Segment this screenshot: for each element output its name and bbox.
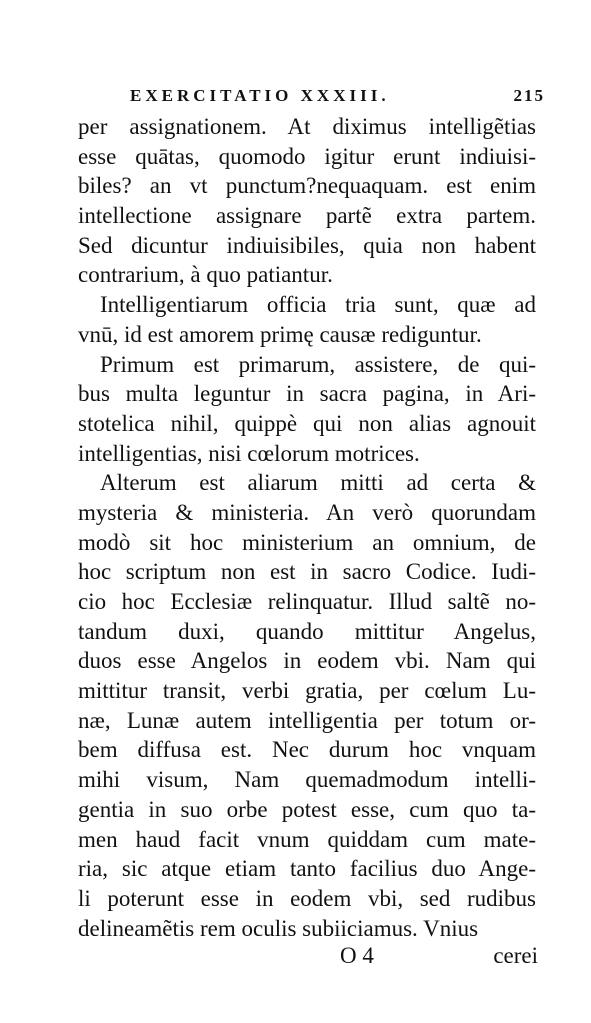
running-head	[130, 86, 545, 106]
text-line: ria, sic atque etiam tanto facilius duo Ange-	[78, 856, 536, 882]
text-line: delineamẽtis rem oculis subiiciamus. Vnius	[78, 915, 479, 941]
text-line: per assignationem. At diximus intelligẽtias	[78, 114, 536, 139]
paragraph	[78, 350, 536, 469]
paragraph	[78, 290, 536, 349]
text-line: bem diffusa est. Nec durum hoc vnquam	[78, 737, 536, 763]
text-line: mihi visum, Nam quemadmodum intelli-	[78, 767, 536, 793]
text-line: gentia in suo orbe potest esse, cum quo ta-	[78, 796, 536, 822]
text-line: bus multa leguntur in sacra pagina, in Ari-	[78, 381, 536, 407]
text-line: mittitur transit, verbi gratia, per cœlum Lu-	[78, 678, 536, 704]
page-number: 215	[513, 86, 545, 105]
paragraph	[78, 468, 536, 943]
text-line: Intelligentiarum officia tria sunt, quæ ad	[100, 292, 536, 318]
text-line: men haud facit vnum quiddam cum mate-	[78, 826, 536, 852]
signature-mark: O 4	[340, 943, 374, 968]
body-text	[78, 112, 536, 943]
text-line: cio hoc Ecclesiæ relinquatur. Illud saltẽ no-	[78, 589, 536, 614]
text-line: li poterunt esse in eodem vbi, sed rudibus	[78, 885, 536, 911]
text-line: intelligentias, nisi cœlorum motrices.	[78, 440, 420, 466]
text-line: esse quātas, quomodo igitur erunt indiuisi-	[78, 143, 536, 169]
paragraph	[78, 112, 536, 290]
text-line: mysteria & ministeria. An verò quorundam	[78, 499, 536, 525]
catchword: cerei	[493, 943, 538, 968]
text-line: biles? an vt punctum?nequaquam. est enim	[78, 173, 536, 199]
text-line: stotelica nihil, quippè qui non alias agnouit	[78, 410, 536, 436]
text-line: Primum est primarum, assistere, de qui-	[100, 351, 536, 377]
text-line: intellectione assignare partẽ extra partem.	[78, 203, 536, 229]
text-line: hoc scriptum non est in sacro Codice. Iudi-	[78, 559, 536, 585]
text-line: modò sit hoc ministerium an omnium, de	[78, 529, 536, 555]
text-line: næ, Lunæ autem intelligentia per totum or-	[78, 707, 536, 733]
text-line: Sed dicuntur indiuisibiles, quia non habent	[78, 232, 536, 258]
running-head-title: EXERCITATIO XXXIII.	[130, 86, 390, 105]
text-line: tandum duxi, quando mittitur Angelus,	[78, 618, 536, 644]
text-line: vnū, id est amorem primę causæ rediguntur.	[78, 321, 482, 347]
text-line: duos esse Angelos in eodem vbi. Nam qui	[78, 648, 536, 674]
text-line: contrarium, à quo patiantur.	[78, 262, 333, 288]
text-line: Alterum est aliarum mitti ad certa &	[100, 470, 536, 496]
